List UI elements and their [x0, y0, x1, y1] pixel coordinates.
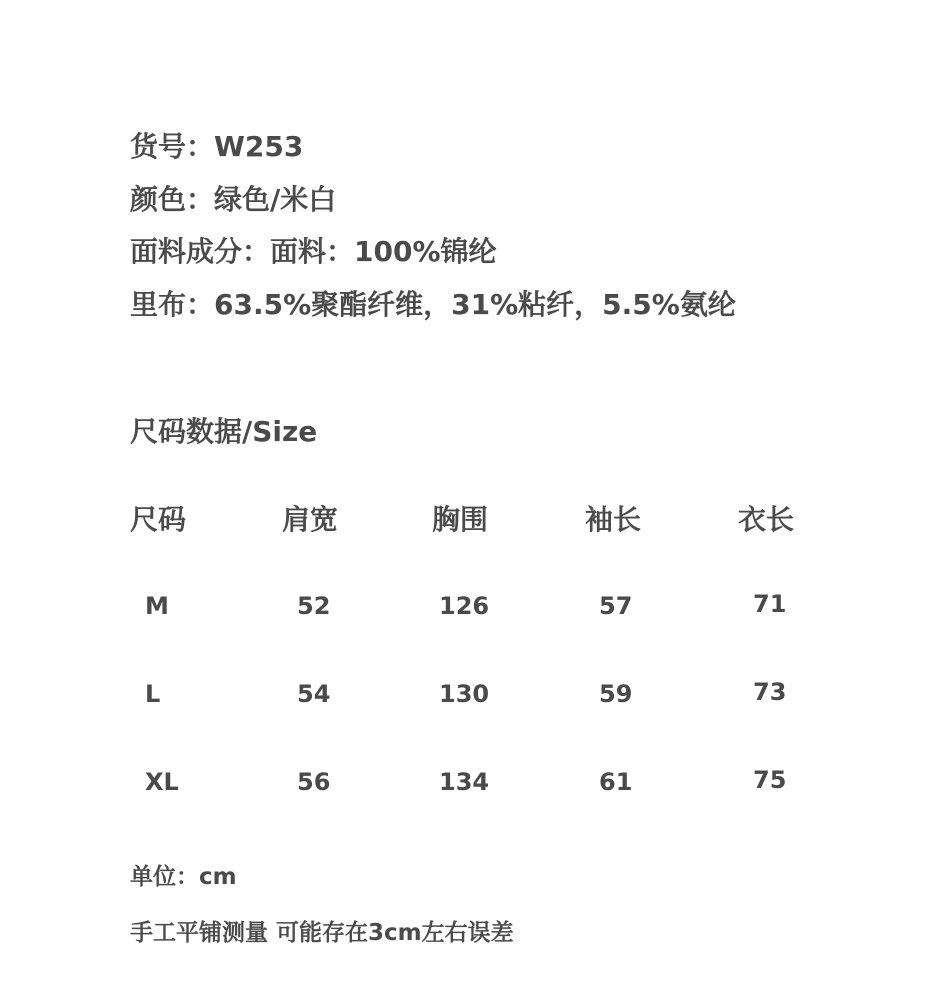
header-shoulder: 肩宽 [282, 503, 339, 536]
cell-length: 75 [753, 766, 787, 794]
measurement-disclaimer: 手工平铺测量 可能存在3cm左右误差 [130, 920, 514, 946]
header-chest: 胸围 [432, 503, 489, 536]
cell-length: 71 [753, 590, 787, 618]
cell-size: XL [145, 768, 179, 796]
cell-shoulder: 54 [297, 680, 331, 708]
cell-size: L [145, 680, 161, 708]
color-info: 颜色：绿色/米白 [130, 183, 337, 216]
header-sleeve: 袖长 [585, 503, 642, 536]
cell-chest: 134 [439, 768, 490, 796]
header-length: 衣长 [738, 503, 795, 536]
cell-sleeve: 61 [599, 768, 633, 796]
cell-shoulder: 52 [297, 592, 331, 620]
size-section-title: 尺码数据/Size [130, 415, 318, 448]
unit-note: 单位：cm [130, 864, 237, 890]
cell-shoulder: 56 [297, 768, 331, 796]
lining-info: 里布：63.5%聚酯纤维，31%粘纤，5.5%氨纶 [130, 288, 736, 321]
cell-size: M [145, 592, 169, 620]
fabric-info: 面料成分：面料：100%锦纶 [130, 235, 497, 268]
cell-chest: 130 [439, 680, 490, 708]
cell-sleeve: 59 [599, 680, 633, 708]
cell-sleeve: 57 [599, 592, 633, 620]
cell-chest: 126 [439, 592, 490, 620]
cell-length: 73 [753, 678, 787, 706]
item-number: 货号：W253 [130, 130, 304, 163]
header-size: 尺码 [130, 503, 187, 536]
